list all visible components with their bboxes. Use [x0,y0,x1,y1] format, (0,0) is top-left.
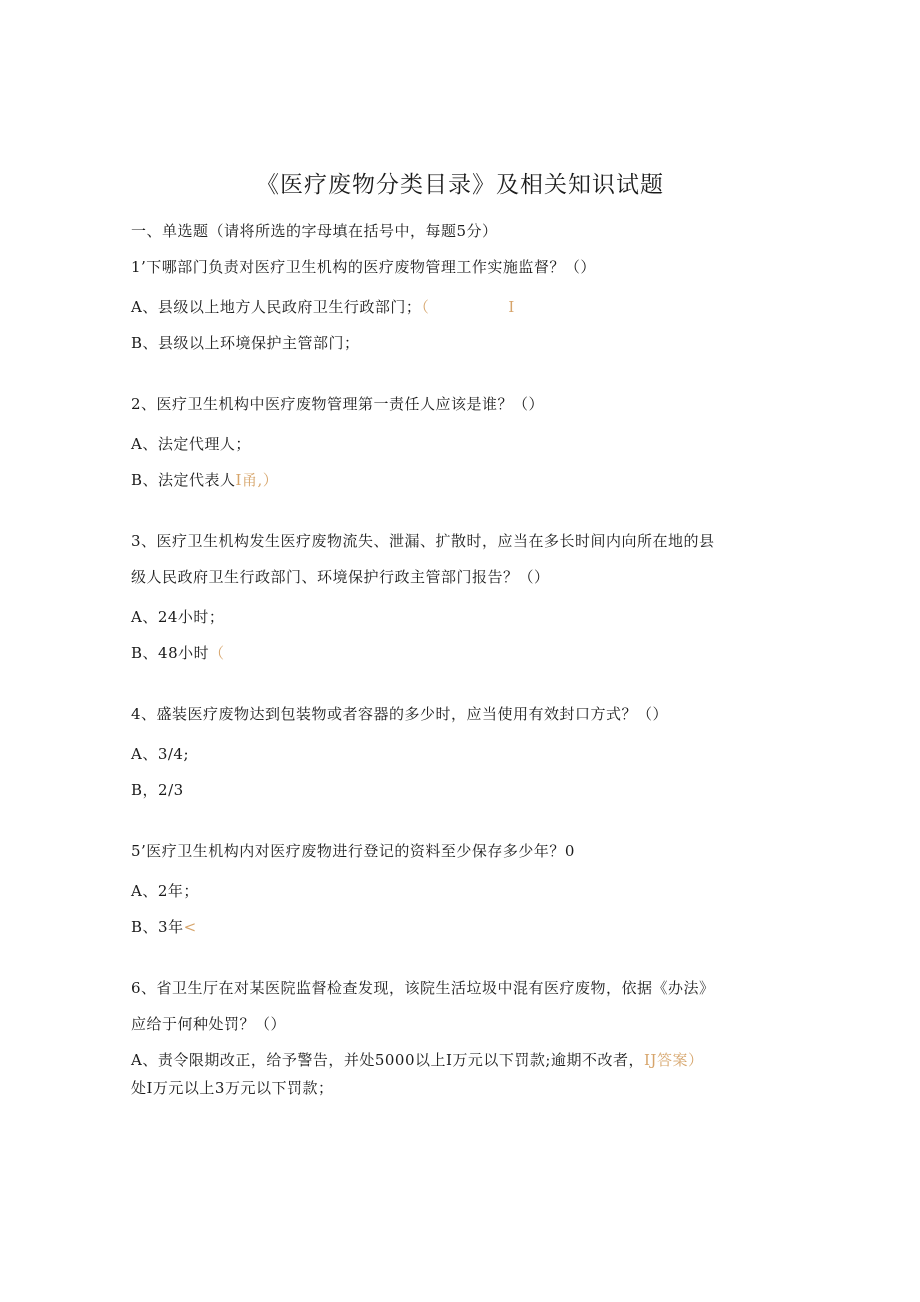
handwritten-answer-mark: I甬,） [235,471,279,489]
question-4-option-a: A、3/4; [131,745,190,763]
question-6-stem-line-1: 6、省卫生厅在对某医院监督检查发现，该院生活垃圾中混有医疗废物，依据《办法》 [131,979,715,997]
question-6-option-a-continued: 处I万元以上3万元以下罚款； [131,1079,334,1097]
handwritten-answer-mark: IJ答案） [644,1051,704,1069]
option-text: B、3年 [131,918,184,936]
question-3-option-b [131,642,225,663]
question-3-option-a: A、24小时； [131,608,225,626]
question-4-stem: 4、盛装医疗废物达到包装物或者容器的多少时，应当使用有效封口方式？（） [131,705,669,723]
question-6-stem-line-2: 应给于何种处罚？（） [131,1015,287,1033]
question-3-stem-line-2: 级人民政府卫生行政部门、环境保护行政主管部门报告？（） [131,568,550,586]
handwritten-answer-mark: （ [209,644,225,662]
question-2-option-a: A、法定代理人； [131,435,251,453]
section-heading: 一、单选题（请将所选的字母填在括号中，每题5分） [131,222,498,240]
question-2-stem: 2、医疗卫生机构中医疗废物管理第一责任人应该是谁？（） [131,395,545,413]
question-3-stem-line-1: 3、医疗卫生机构发生医疗废物流失、泄漏、扩散时，应当在多长时间内向所在地的县 [131,532,715,550]
question-6-option-a [131,1049,703,1070]
question-2-option-b [131,469,278,490]
document-title: 《医疗废物分类目录》及相关知识试题 [256,172,664,198]
option-text: A、责令限期改正，给予警告，并处5000以上I万元以下罚款;逾期不改者， [131,1051,644,1069]
question-1-stem: 1’下哪部门负责对医疗卫生机构的医疗废物管理工作实施监督？（） [131,258,596,276]
option-text: A、县级以上地方人民政府卫生行政部门； [131,298,422,316]
question-1-option-b: B、县级以上环境保护主管部门； [131,334,360,352]
question-5-option-a: A、2年； [131,882,199,900]
handwritten-answer-mark: < [183,918,197,936]
handwritten-answer-mark: （ I [421,298,515,316]
question-5-stem: 5’医疗卫生机构内对医疗废物进行登记的资料至少保存多少年？0 [131,842,575,860]
question-4-option-b: B，2/3 [131,781,184,799]
option-text: B、48小时 [131,644,210,662]
question-1-option-a [131,296,515,317]
question-5-option-b [131,916,197,937]
option-text: B、法定代表人 [131,471,236,489]
